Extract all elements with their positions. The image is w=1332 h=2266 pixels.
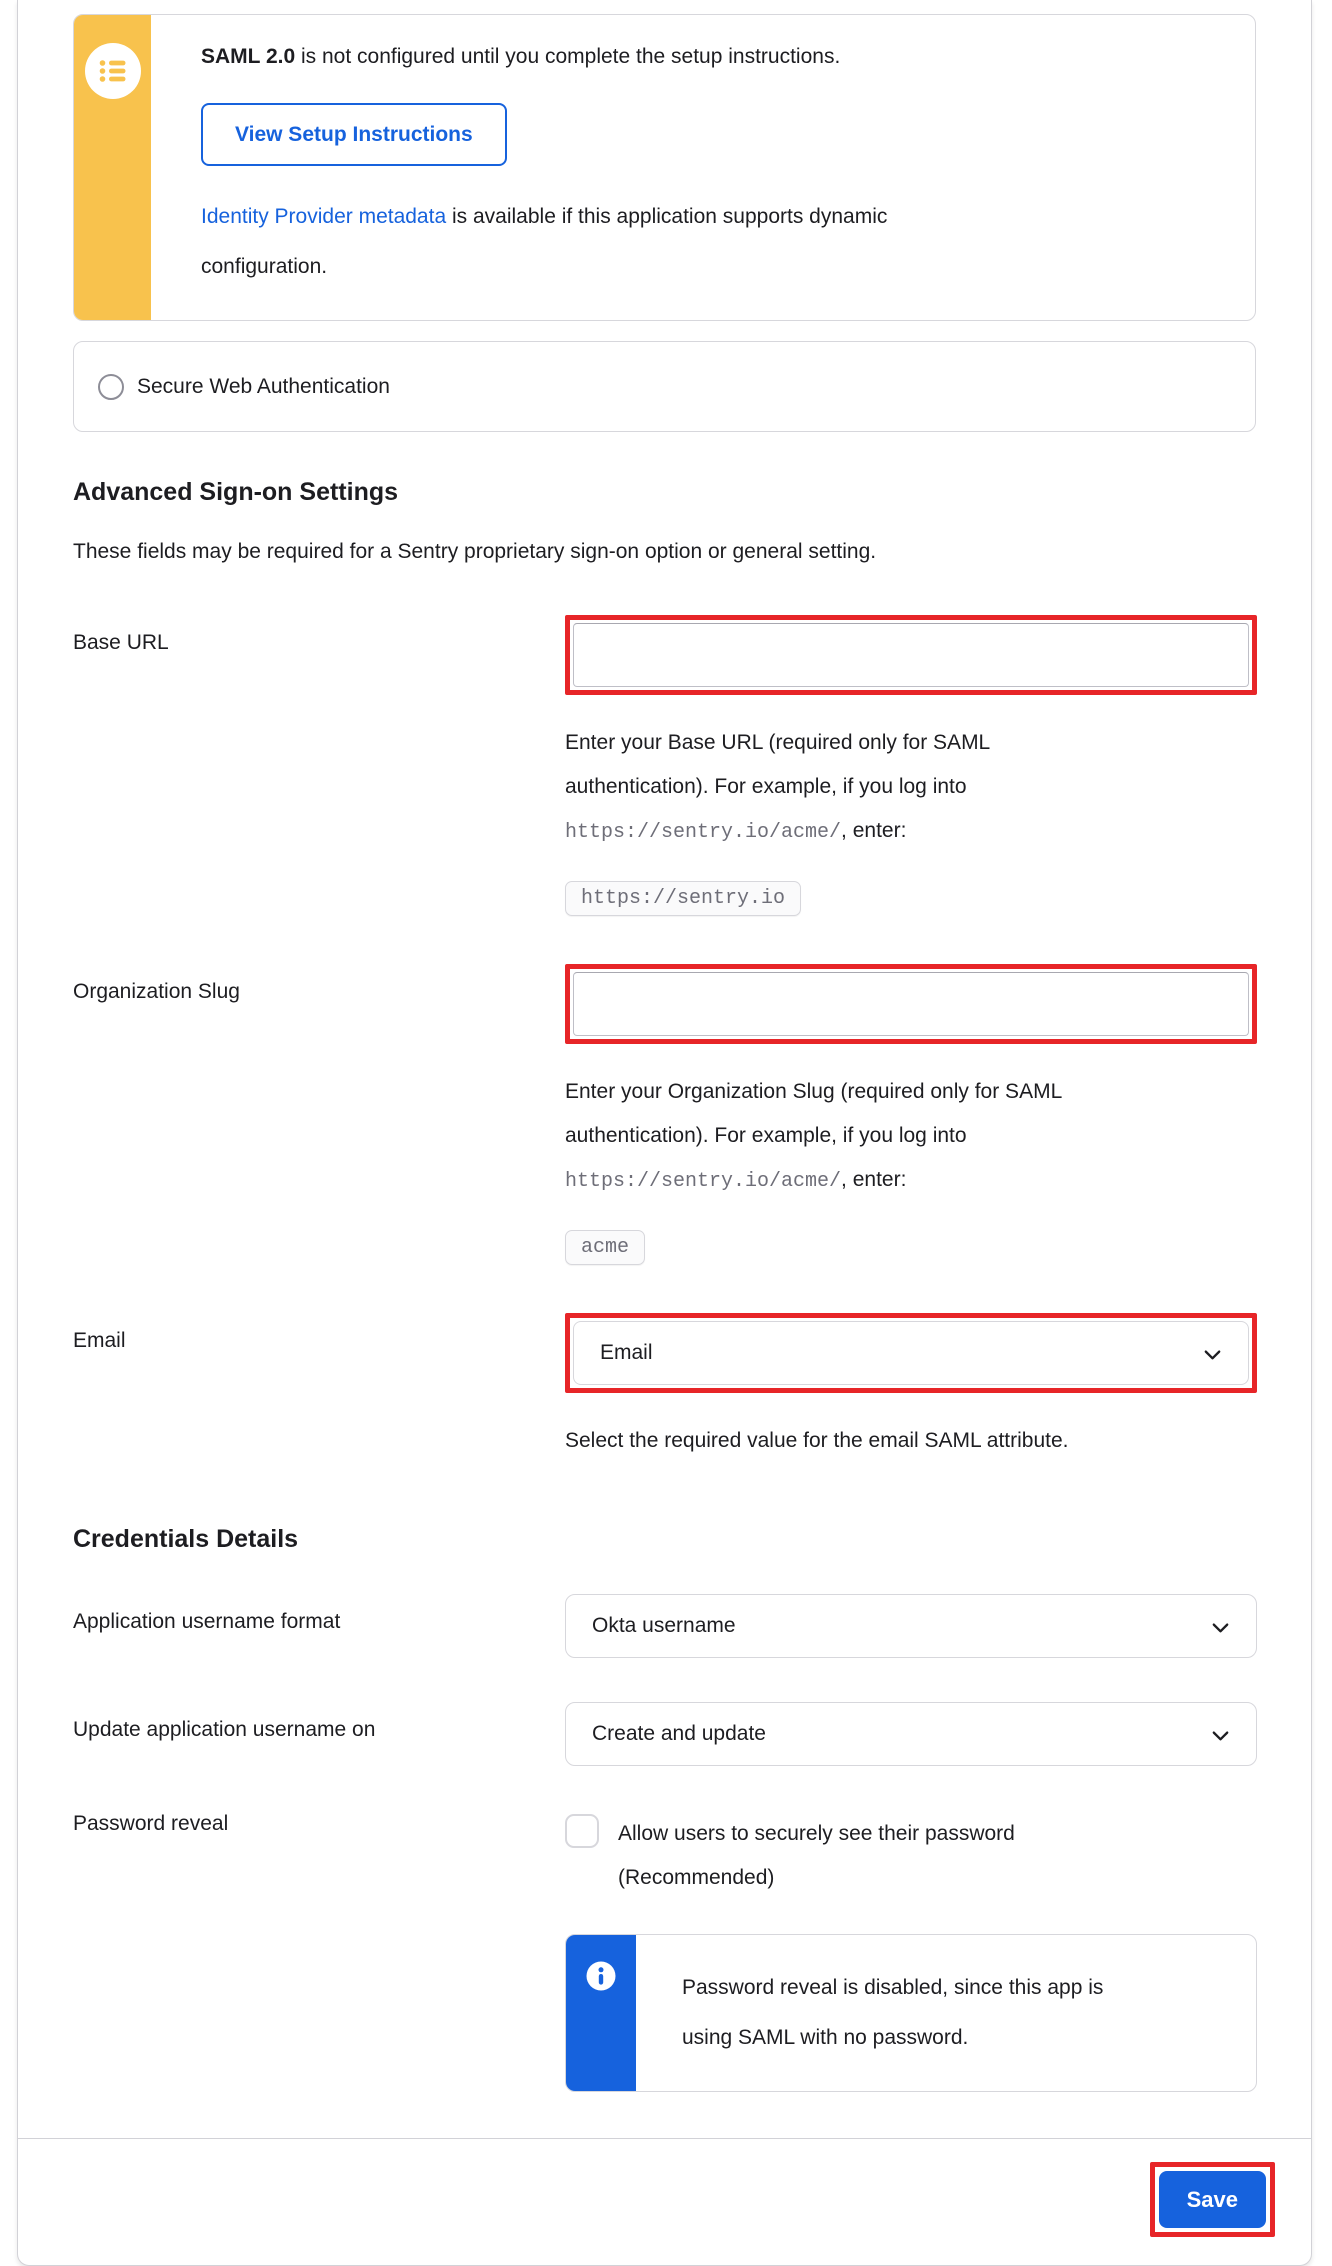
organization-slug-annotation-highlight bbox=[565, 964, 1257, 1044]
email-select[interactable]: Email bbox=[573, 1321, 1249, 1385]
base-url-label: Base URL bbox=[73, 631, 169, 654]
credentials-details-heading: Credentials Details bbox=[73, 1525, 299, 1553]
base-url-example-inline: https://sentry.io/acme/ bbox=[565, 821, 842, 844]
sign-on-settings-panel bbox=[17, 0, 1312, 2266]
info-accent-bar bbox=[566, 1935, 636, 2091]
advanced-settings-description: These fields may be required for a Sentry proprietary sign-on option or general setting. bbox=[73, 540, 877, 563]
secure-web-authentication-radio[interactable] bbox=[98, 374, 124, 400]
identity-provider-metadata-link[interactable]: Identity Provider metadata bbox=[201, 205, 447, 228]
password-reveal-row bbox=[73, 1802, 1256, 2092]
base-url-annotation-highlight bbox=[565, 615, 1257, 695]
chevron-down-icon bbox=[1209, 1616, 1232, 1645]
password-reveal-info-callout bbox=[565, 1934, 1257, 2092]
password-reveal-checkbox-row bbox=[565, 1802, 1257, 1900]
saml-status-message: SAML 2.0 is not configured until you complete the setup instructions. bbox=[201, 45, 841, 68]
saml-status-bold: SAML 2.0 bbox=[201, 45, 296, 68]
organization-slug-help: Enter your Organization Slug (required only for SAML authentication). For example, if you log into https://sentry.io/acme/, enter: bbox=[565, 1080, 1062, 1193]
base-url-help: Enter your Base URL (required only for SAML authentication). For example, if you log into https://sentry.io/acme/, enter: bbox=[565, 731, 990, 844]
password-reveal-label: Password reveal bbox=[73, 1812, 229, 1835]
save-button[interactable]: Save bbox=[1159, 2171, 1266, 2228]
organization-slug-label: Organization Slug bbox=[73, 980, 240, 1003]
info-icon bbox=[586, 1961, 616, 1996]
application-username-format-label: Application username format bbox=[73, 1610, 341, 1633]
warning-accent-bar bbox=[74, 15, 151, 320]
settings-footer bbox=[18, 2138, 1311, 2265]
organization-slug-input[interactable] bbox=[573, 972, 1249, 1036]
password-reveal-checkbox[interactable] bbox=[565, 1814, 599, 1848]
update-application-username-select[interactable]: Create and update bbox=[565, 1702, 1257, 1766]
email-label: Email bbox=[73, 1329, 126, 1352]
email-row bbox=[73, 1313, 1256, 1463]
chevron-down-icon bbox=[1201, 1343, 1224, 1372]
view-setup-instructions-button[interactable]: View Setup Instructions bbox=[201, 103, 507, 166]
idp-metadata-message: Identity Provider metadata is available if this application supports dynamic configuration. bbox=[201, 205, 888, 278]
base-url-example-chip: https://sentry.io bbox=[565, 881, 801, 916]
save-annotation-highlight bbox=[1150, 2162, 1275, 2237]
setup-list-icon bbox=[84, 42, 142, 105]
sign-on-method-option bbox=[73, 341, 1256, 432]
secure-web-authentication-label: Secure Web Authentication bbox=[137, 374, 390, 398]
base-url-row bbox=[73, 615, 1256, 916]
info-callout-body bbox=[636, 1935, 1256, 2091]
organization-slug-example-inline: https://sentry.io/acme/ bbox=[565, 1170, 842, 1193]
update-application-username-row bbox=[73, 1702, 1256, 1766]
update-application-username-label: Update application username on bbox=[73, 1718, 376, 1741]
saml-warning-banner bbox=[73, 14, 1256, 321]
warning-banner-body bbox=[151, 15, 1255, 320]
sign-on-settings-content bbox=[18, 0, 1311, 2138]
email-annotation-highlight bbox=[565, 1313, 1257, 1393]
organization-slug-example-chip: acme bbox=[565, 1230, 645, 1265]
application-username-format-select[interactable]: Okta username bbox=[565, 1594, 1257, 1658]
email-help: Select the required value for the email SAML attribute. bbox=[565, 1429, 1069, 1452]
application-username-format-row bbox=[73, 1594, 1256, 1658]
advanced-sign-on-settings-heading: Advanced Sign-on Settings bbox=[73, 478, 399, 506]
base-url-input[interactable] bbox=[573, 623, 1249, 687]
password-reveal-checkbox-label: Allow users to securely see their password (Recommended) bbox=[618, 1822, 1015, 1889]
chevron-down-icon bbox=[1209, 1724, 1232, 1753]
password-reveal-info-message: Password reveal is disabled, since this app is using SAML with no password. bbox=[682, 1976, 1104, 2049]
organization-slug-row bbox=[73, 964, 1256, 1265]
